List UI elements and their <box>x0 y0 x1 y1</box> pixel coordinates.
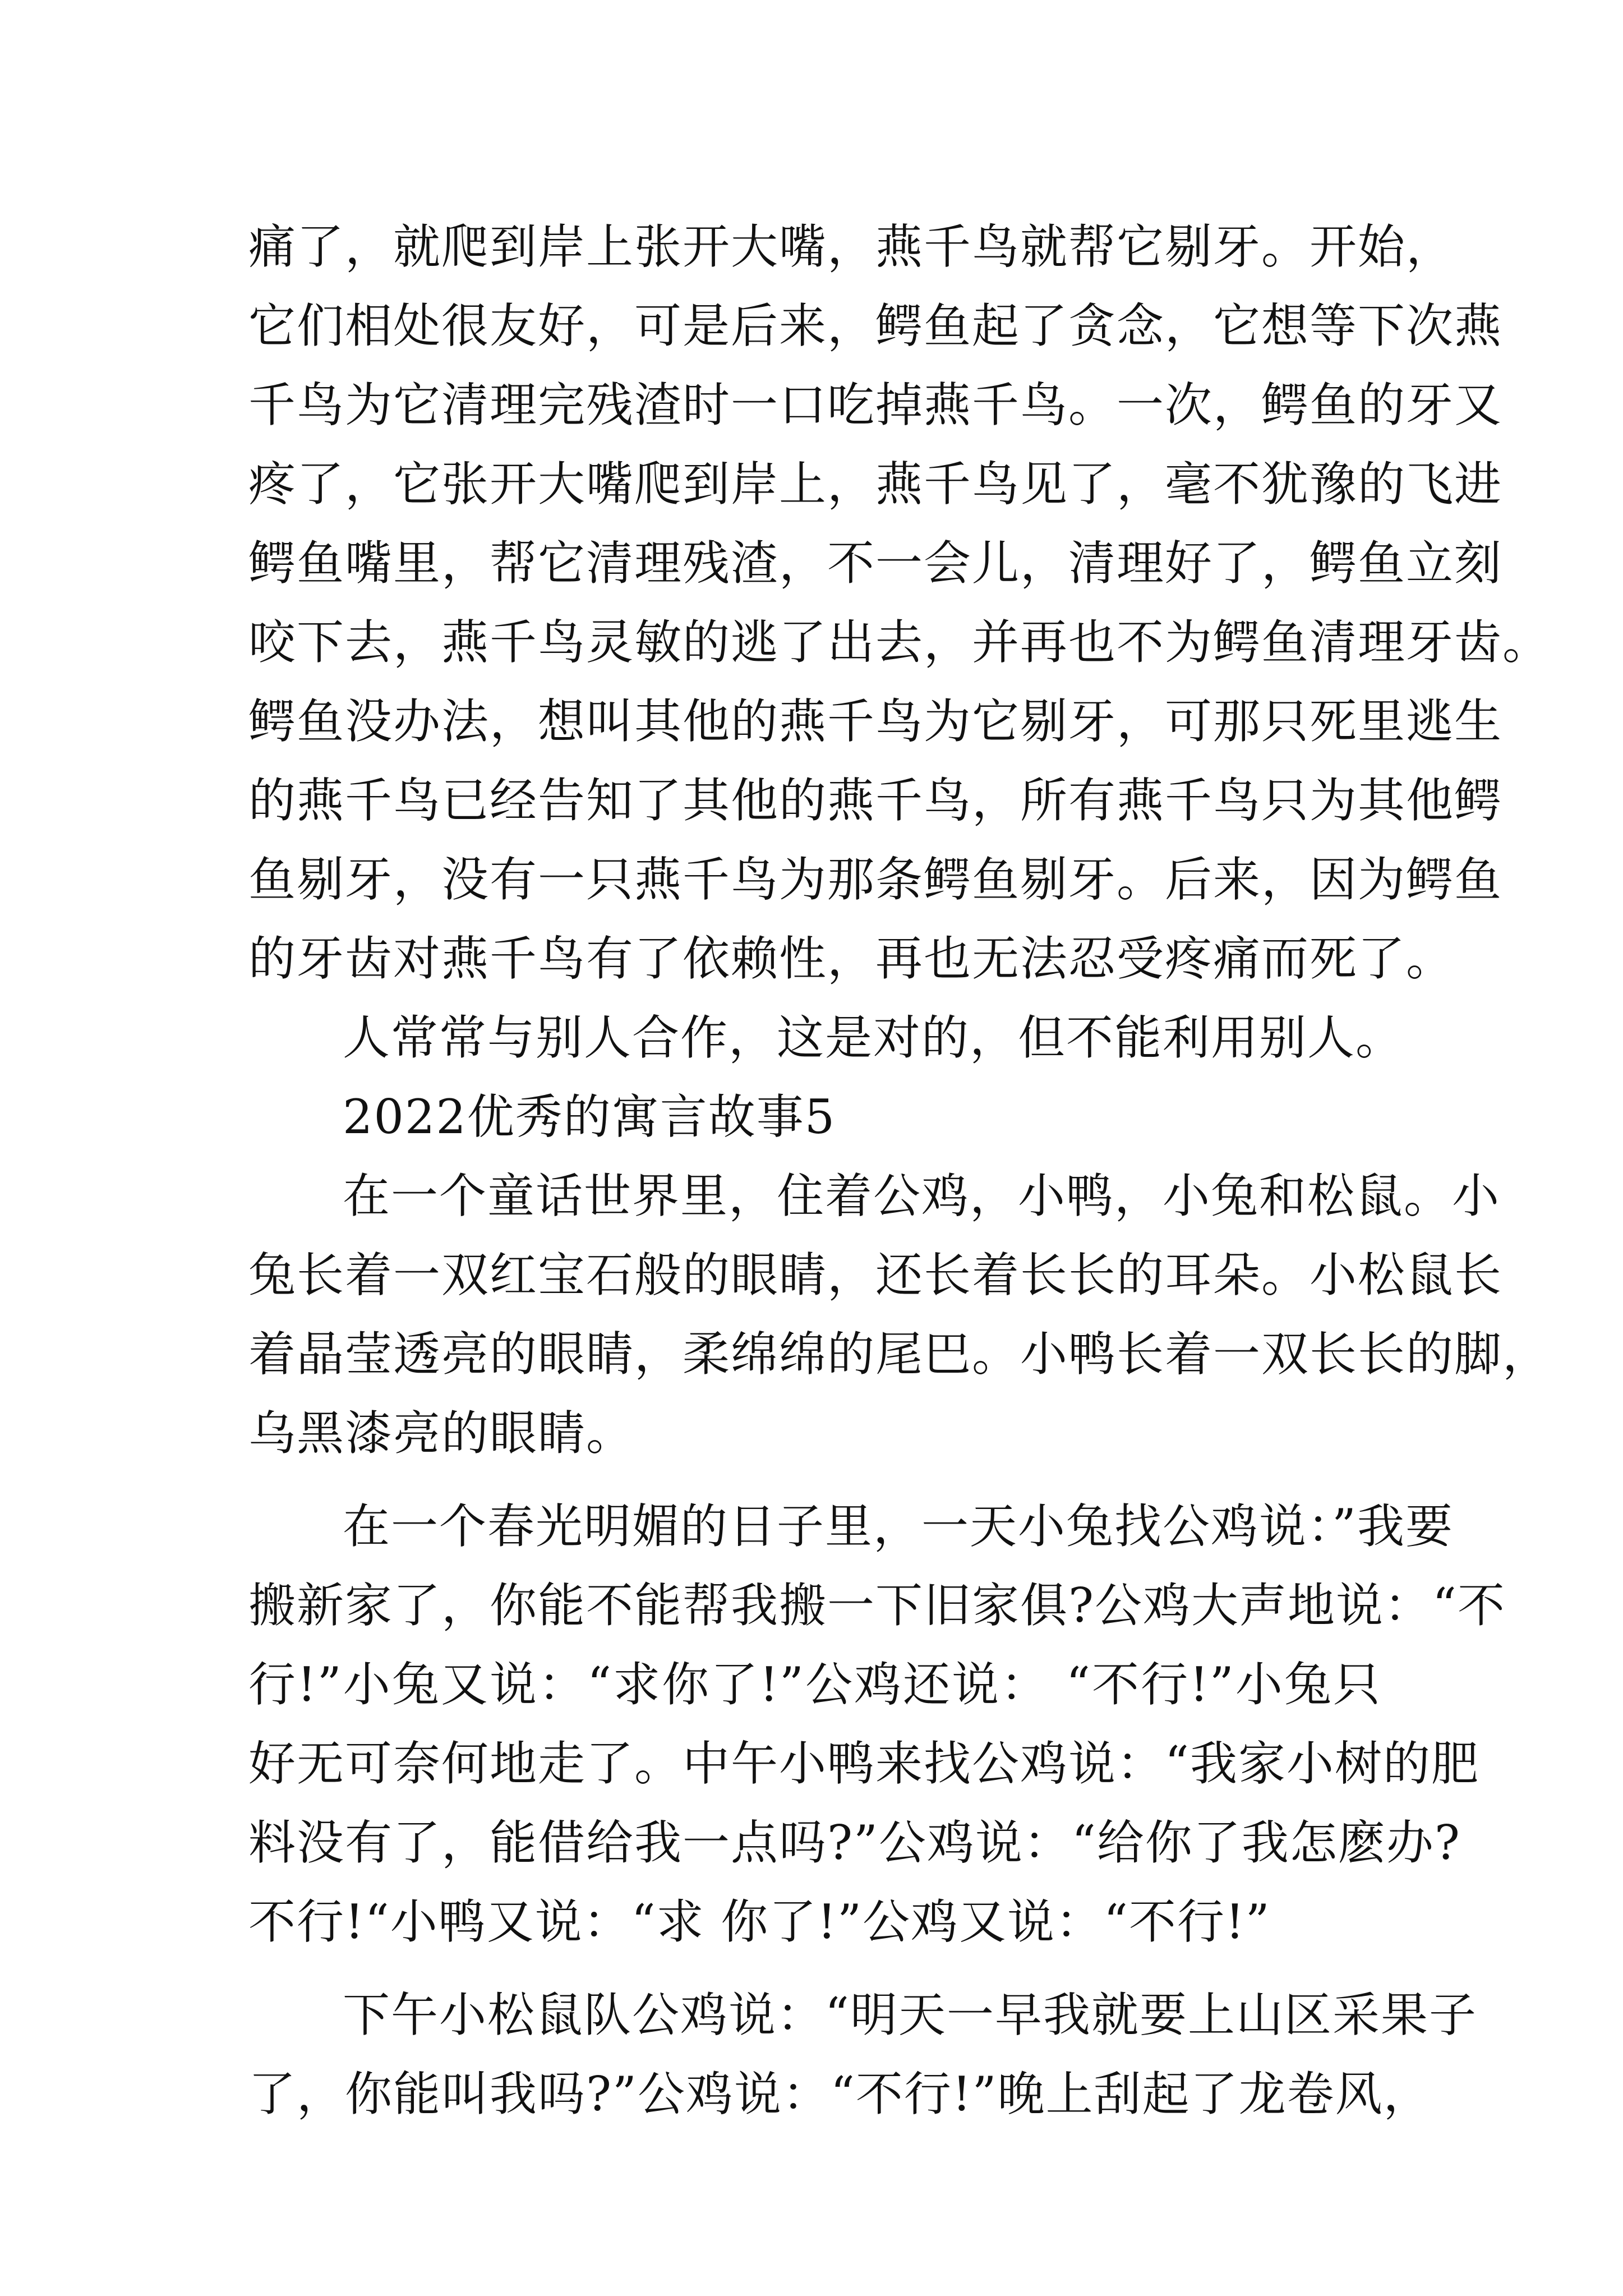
text-line: 不行!“小鸭又说：“求 你了!”公鸡又说：“不行!” <box>248 1894 1271 1949</box>
text-line: 兔长着一双红宝石般的眼睛，还长着长长的耳朵。小松鼠长 <box>248 1248 1503 1303</box>
text-line: 疼了，它张开大嘴爬到岸上，燕千鸟见了，毫不犹豫的飞进 <box>248 457 1503 512</box>
text-line: 的牙齿对燕千鸟有了依赖性，再也无法忍受疼痛而死了。 <box>248 931 1455 986</box>
text-line: 行!”小兔又说：“求你了!”公鸡还说： “不行!”小兔只 <box>248 1657 1381 1712</box>
text-line: 鳄鱼没办法，想叫其他的燕千鸟为它剔牙，可那只死里逃生 <box>248 694 1503 749</box>
text-line: 鱼剔牙，没有一只燕千鸟为那条鳄鱼剔牙。后来，因为鳄鱼 <box>248 852 1503 907</box>
text-line: 下午小松鼠队公鸡说：“明天一早我就要上山区采果子 <box>343 1987 1477 2042</box>
text-line: 搬新家了，你能不能帮我搬一下旧家俱?公鸡大声地说：“不 <box>248 1578 1506 1633</box>
text-line: 着晶莹透亮的眼睛，柔绵绵的尾巴。小鸭长着一双长长的脚， <box>248 1327 1551 1382</box>
text-line: 咬下去，燕千鸟灵敏的逃了出去，并再也不为鳄鱼清理牙齿。 <box>248 615 1551 670</box>
text-line: 它们相处很友好，可是后来，鳄鱼起了贪念，它想等下次燕 <box>248 298 1503 353</box>
paragraph-moral: 人常常与别人合作，这是对的，但不能利用别人。 <box>343 1010 1404 1065</box>
text-line: 鳄鱼嘴里，帮它清理残渣，不一会儿，清理好了，鳄鱼立刻 <box>248 536 1503 591</box>
text-line: 乌黑漆亮的眼睛。 <box>248 1406 635 1461</box>
text-line: 的燕千鸟已经告知了其他的燕千鸟，所有燕千鸟只为其他鳄 <box>248 773 1503 828</box>
text-line: 痛了，就爬到岸上张开大嘴，燕千鸟就帮它剔牙。开始， <box>248 219 1455 274</box>
text-line: 料没有了，能借给我一点吗?”公鸡说：“给你了我怎麽办? <box>248 1815 1461 1870</box>
text-line: 千鸟为它清理完残渣时一口吃掉燕千鸟。一次，鳄鱼的牙又 <box>248 378 1503 432</box>
text-line: 在一个童话世界里，住着公鸡，小鸭，小兔和松鼠。小 <box>343 1168 1501 1223</box>
section-heading: 2022优秀的寓言故事5 <box>343 1089 836 1144</box>
text-line: 在一个春光明媚的日子里，一天小兔找公鸡说：”我要 <box>343 1499 1454 1554</box>
text-line: 了，你能叫我吗?”公鸡说：“不行!”晚上刮起了龙卷风， <box>248 2067 1432 2122</box>
text-line: 好无可奈何地走了。中午小鸭来找公鸡说：“我家小树的肥 <box>248 1736 1479 1791</box>
